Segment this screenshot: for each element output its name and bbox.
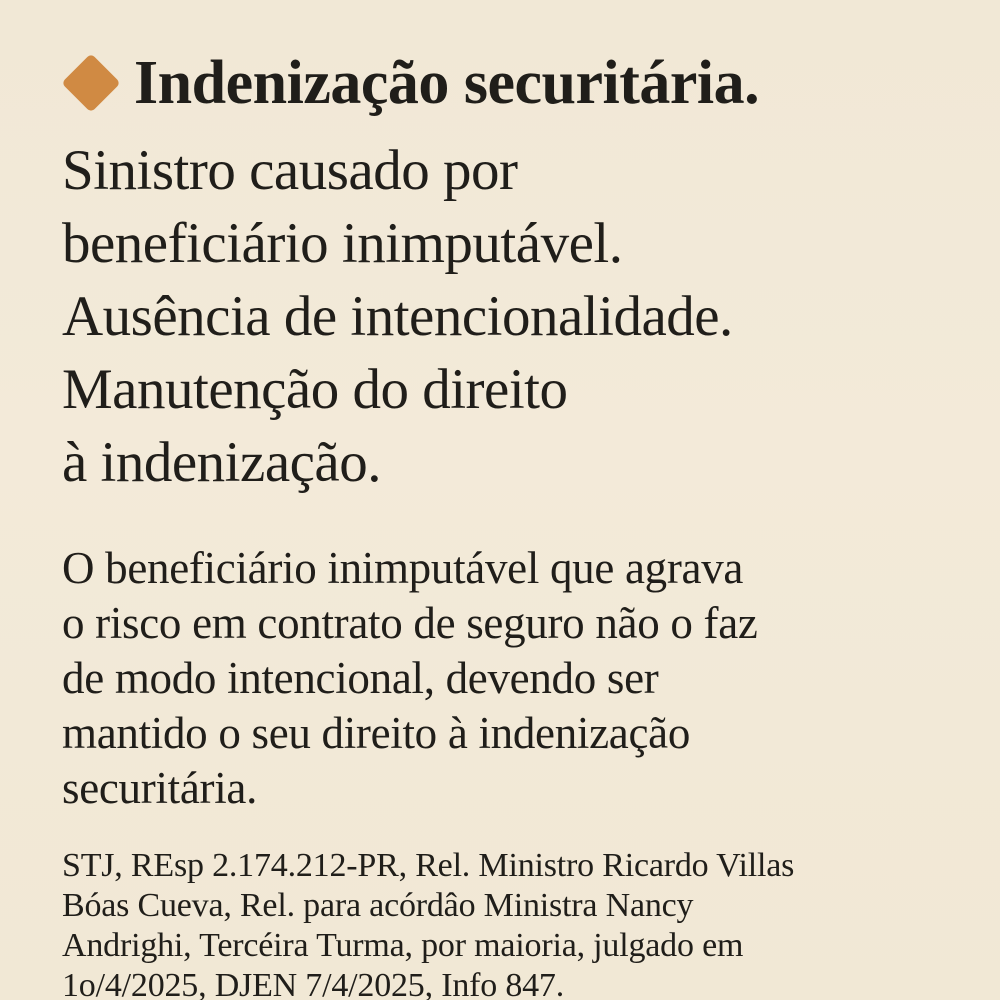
- subtitle-line: Ausência de intencionalidade.: [62, 285, 733, 348]
- case-subtitle: [62, 134, 960, 499]
- subtitle-line: Sinistro causado por: [62, 139, 518, 202]
- body-line: O beneficiário inimputável que agrava: [62, 543, 744, 593]
- citation-line: STJ, REsp 2.174.212-PR, Rel. Ministro Ricardo Villas: [62, 847, 795, 884]
- subtitle-line: Manutenção do direito: [62, 358, 568, 421]
- body-line: o risco em contrato de seguro não o faz: [62, 598, 758, 648]
- case-summary-paragraph: [62, 541, 960, 816]
- body-line: mantido o seu direito à indenização: [62, 708, 691, 758]
- headline-title: Indenização securitária.: [134, 49, 760, 117]
- diamond-bullet-icon: [61, 53, 120, 112]
- body-line: securitária.: [62, 763, 258, 813]
- citation-line: Bóas Cueva, Rel. para acórdâo Ministra Nancy: [62, 887, 694, 924]
- subtitle-line: beneficiário inimputável.: [62, 212, 623, 275]
- body-line: de modo intencional, devendo ser: [62, 653, 659, 703]
- headline: [62, 49, 960, 117]
- case-citation: [62, 846, 960, 1000]
- citation-line: Andrighi, Tercéira Turma, por maioria, julgado em: [62, 927, 744, 964]
- subtitle-line: à indenização.: [62, 431, 381, 494]
- citation-line: 1o/4/2025, DJEN 7/4/2025, Info 847.: [62, 967, 565, 1000]
